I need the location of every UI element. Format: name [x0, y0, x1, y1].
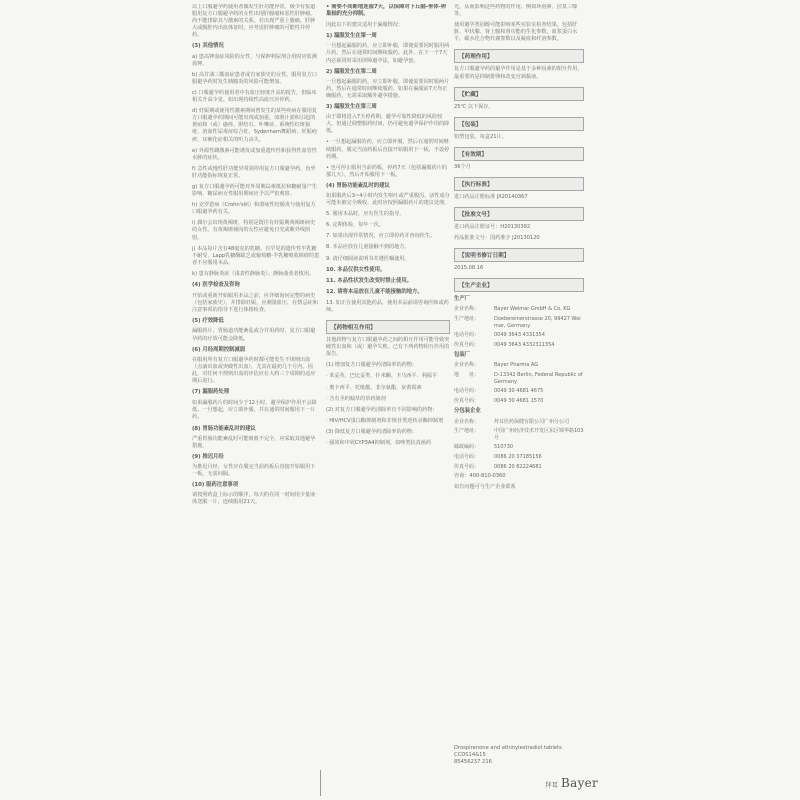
list-item: · HIV/HCV蛋白酶抑制剂和非核苷类逆转录酶抑制剂: [326, 417, 444, 424]
section-heading: (3) 其他情况: [192, 43, 224, 50]
packager-heading: 包装厂: [454, 352, 471, 359]
paragraph: a) 患高钾血症风险的女性，与保钾利尿剂合用时应监测血钾。: [192, 53, 317, 67]
storage-value: 25℃ 以下保存。: [454, 103, 494, 110]
list-item: 8. 本品应放在儿童接触不到的地方。: [326, 244, 410, 251]
paragraph: • 也可停止服用当前药板，停药7天（包括漏服药片的那几天），然后开始服用下一板。: [326, 164, 447, 178]
paragraph: 一旦想起漏服的药，应立即补服，即使需要同时服用两片药。然后在通常时间继续服药。此外，在下一个7天内必须同时采用屏障避孕法，如避孕套。: [326, 43, 450, 64]
distributor-row: 企业名称： 拜耳医药保健有限公司广州分公司: [454, 418, 570, 425]
packager-row: 电话号码： 0049 30 4681 4675: [454, 388, 544, 395]
paragraph: 请按照药盒上标示的顺序，每天约在同一时间用少量液体送服一片，连续服用21天。: [192, 492, 316, 506]
paragraph: d) 妊娠期或使用性激素期间曾发生的某些疾病在服用复方口服避孕药期间可能出现或加重，如胆汁淤积引起的黄疸和（或）瘙痒、胆结石、卟啉症、系统性红斑狼疮、溶血性尿毒症综合征、Sydenham舞蹈病、妊娠疱疹、耳硬化症相关的听力丧失。: [192, 108, 317, 143]
packager-row: 地 址： D-13342 Berlin, Federal Republic of Germany: [454, 372, 583, 385]
paragraph: e) 外源性雌激素可能诱发或加重遗传性和获得性血管性水肿的症状。: [192, 147, 317, 161]
brand-chinese: 拜耳: [545, 781, 558, 789]
paragraph: 由于即将进入7天停药期，避孕可靠性降低的风险较大。但通过调整服药时间，仍可避免避孕保护作用的降低。: [326, 114, 450, 135]
section-box-pharmacology: 【药理作用】: [454, 49, 584, 63]
section-box-approval: 【批准文号】: [454, 207, 584, 221]
list-item: (3) 降低复方口服避孕药清除率的药物：: [326, 428, 417, 435]
brand-english: Bayer: [561, 776, 599, 790]
section-box-storage: 【贮藏】: [454, 87, 584, 101]
section-heading: (6) 月经周期控制减弱: [192, 346, 246, 353]
paragraph: i) 偶尔会出现黄褐斑，特别是既往有妊娠期黄褐斑病史的女性。有黄褐斑倾向的女性应避免日光或紫外线照射。: [192, 220, 316, 241]
paragraph: • 需要不间断地连服7天，以保障对下丘脑-垂体-卵巢轴的充分抑制。: [326, 4, 447, 18]
paragraph: 因此以下的建议适用于漏服情况：: [326, 22, 404, 29]
section-heading: (9) 推迟月经: [192, 453, 224, 460]
producer-row: 企业名称： Bayer Weimar GmbH & Co. KG: [454, 306, 571, 313]
distributor-row: 生产地址： 中国广州经济技术开发区东区锦华路103号: [454, 428, 584, 441]
paragraph: f) 急性或慢性肝功能异常需停用复方口服避孕药，直至肝功能指标恢复正常。: [192, 165, 316, 179]
paragraph: 如果服药后3~4小时内发生呕吐或严重腹泻，活性成分可能未被完全吸收，此时应按照漏服药片的建议处理。: [326, 192, 450, 207]
paragraph: 以上口服避孕药使用者偶发生肝功能异常。极少有报道服用复方口服避孕药的女性出现肝腺瘤和恶性肝肿瘤，尚不能排除其与激素的关系。若出现严重上腹痛、肝肿大或腹腔内出血体征时，应考虑肝肿瘤的可能性并停药。: [192, 4, 316, 39]
paragraph: 一旦想起漏服的药，应立即补服，即使需要同时服两片药。然后在通常时间继续服药。如果在漏服前7天均正确服药，无需采取额外避孕措施。: [326, 78, 450, 99]
section-heading: 1) 漏服发生在第一周: [326, 33, 377, 40]
paragraph: 如果漏服药片的时间少于12小时，避孕保护作用不会降低。一旦想起，应立即补服，并在通常时间服用下一片药。: [192, 400, 317, 421]
paragraph: 其他药物与复方口服避孕药之间的相互作用可能导致突破性出血和（或）避孕失败。已有下列药物相互作用的报告。: [326, 337, 450, 358]
list-item: 11. 本品性状发生改变时禁止使用。: [326, 277, 412, 284]
section-box-validity: 【有效期】: [454, 147, 584, 161]
list-item: 10. 本品仅供女性使用。: [326, 266, 386, 273]
producer-row: 传真号码： 0049 3643 4332311354: [454, 341, 555, 348]
paragraph: c) 口服避孕药使用者中有血压轻度升高的报告，但临床相关升高少见。如出现持续性高血压应停药。: [192, 89, 317, 104]
ccds-code: CCDS14&15: [454, 752, 486, 759]
paragraph: k) 患有静脉炎症（浅表性静脉炎）、静脉曲张者慎用。: [192, 270, 315, 277]
packager-row: 企业名称： Bayer Pharma AG: [454, 362, 539, 369]
list-item: (1) 增加复方口服避孕药清除率的药物：: [326, 362, 417, 369]
paragraph: 光，从而影响这些药物的作用。例如环孢素、拉莫三嗪等。: [454, 4, 578, 18]
list-item: · 含有圣约翰草的草药制剂: [326, 395, 386, 402]
paragraph: 漏服药片、胃肠道功能紊乱或合并用药时，复方口服避孕药的疗效可能会降低。: [192, 328, 316, 342]
packager-row: 传真号码： 0049 30 4681 1570: [454, 397, 544, 404]
paragraph: 为推迟月经，女性应在服完当前药板后直接开始服用下一板，无需间隔。: [192, 463, 316, 477]
section-box-interactions: 【药物相互作用】: [326, 320, 450, 334]
column-left: [192, 4, 320, 786]
product-english-name: Drospirenone and ethinylestradiol tablets: [454, 745, 562, 751]
contact-note: 如有问题可与生产企业联系: [454, 484, 516, 491]
list-item: 6. 定期体检，每年一次。: [326, 222, 384, 229]
section-box-package: 【包装】: [454, 117, 584, 131]
approval-value: 进口药品注册证号：H20130392: [454, 224, 531, 231]
producer-row: 电话号码： 0049 3643 4331354: [454, 332, 545, 339]
section-heading: (7) 漏服药处理: [192, 389, 230, 396]
package-value: 铝塑包装。每盒21片。: [454, 133, 507, 140]
section-heading: (4) 胃肠功能紊乱时的建议: [326, 182, 390, 189]
paragraph: 严重胃肠功能紊乱时可能吸收不完全，应采取其他避孕措施。: [192, 435, 316, 449]
standard-value: 进口药品注册标准 JX20140367: [454, 193, 528, 200]
section-heading: (10) 服药注意事项: [192, 482, 239, 489]
column-divider: [320, 770, 321, 796]
paragraph: g) 复方口服避孕药可能对外周胰岛素抵抗和糖耐量产生影响，糖尿病女性服用期间应予以严密观察。: [192, 183, 317, 198]
section-heading: (4) 医学检查及咨询: [192, 282, 240, 288]
artwork-code: 85456237 216: [454, 759, 492, 766]
list-item: · 奥卡西平、托吡酯、非尔氨酯、灰黄霉素: [326, 384, 422, 391]
revision-date: 2015.08.16: [454, 265, 484, 272]
distributor-row: 邮政编码： 510730: [454, 444, 514, 451]
section-box-standard: 【执行标准】: [454, 177, 584, 191]
list-item: 13. 如正在使用其他药品，使用本品前请咨询医师或药师。: [326, 299, 449, 313]
section-heading: 2) 漏服发生在第二周: [326, 68, 377, 75]
validity-value: 36个月: [454, 163, 471, 170]
section-heading: 3) 漏服发生在第三周: [326, 104, 377, 111]
list-item: (2) 对复方口服避孕药清除率有不同影响的药物：: [326, 406, 438, 413]
paragraph: h) 克罗恩病（Crohn's病）和溃疡性结肠炎与使用复方口服避孕药有关。: [192, 202, 316, 216]
section-heading: (8) 胃肠功能紊乱时的建议: [192, 425, 256, 432]
producer-row: 生产地址： Doebereinerstrasse 20, 99427 Weimar, Germany: [454, 316, 581, 329]
paragraph: 复方口服避孕药的避孕作用是基于多种因素的相互作用，最重要的是抑制排卵和改变宫颈黏液。: [454, 66, 583, 80]
bayer-logo: [545, 776, 598, 790]
section-box-manufacturer: 【生产企业】: [454, 278, 584, 292]
section-heading: (5) 疗效降低: [192, 318, 224, 325]
hotline: 咨询：400-810-0360: [454, 473, 506, 480]
distributor-heading: 分包装企业: [454, 408, 481, 415]
list-item: · 强效和中效CYP3A4抑制剂，如唑类抗真菌药: [326, 440, 432, 447]
paragraph: • 一旦想起漏服的药，应立即补服，然后在通常时间继续服药。服完当前药板后直接开始服用下一板，不设停药期。: [326, 139, 450, 160]
column-right: [454, 4, 584, 786]
producer-heading: 生产厂: [454, 296, 471, 303]
list-item: 7. 如果出现异常情况，应立即停药并咨询医生。: [326, 233, 436, 240]
paragraph: j) 本品每片含有48毫克的乳糖。有罕见的遗传性半乳糖不耐受、Lapp乳糖酶缺乏或葡萄糖-半乳糖吸收障碍的患者不应服用本品。: [192, 245, 320, 266]
paragraph: b) 高甘油三酯血症患者或有家族史的女性，服用复方口服避孕药时发生胰腺炎的风险可能增加。: [192, 71, 317, 85]
footer-english: [454, 745, 594, 767]
approval-value: 药品批准文号：国药准字 J20130120: [454, 235, 540, 242]
distributor-row: 传真号码： 0086 20 82224681: [454, 463, 542, 470]
paragraph: 在服用所有复方口服避孕药时都可能发生不规则出血（点滴出血或突破性出血），尤其在最初几个月内。因此，对任何不规则出血的评估应在大约三个周期的适应期后进行。: [192, 356, 316, 385]
section-box-revision: 【说明书修订日期】: [454, 248, 584, 262]
paragraph: 使用避孕类固醇可能影响某些实验室检查结果，包括肝脏、甲状腺、肾上腺和肾功能的生化参数，血浆蛋白水平，碳水化合物代谢参数以及凝血和纤溶参数。: [454, 22, 578, 43]
paragraph: 开始或重新开始服用本品之前，应详细询问完整的病史（包括家族史），并排除妊娠。应测量血压，在禁忌症和注意事项的指导下进行体格检查。: [192, 293, 318, 314]
column-middle: [326, 4, 450, 786]
list-item: · 苯妥英、巴比妥类、扑米酮、卡马西平、利福平: [326, 373, 438, 380]
list-item: 5. 服用本品时，应有医生的指导。: [326, 211, 405, 218]
list-item: 9. 请仔细阅读说明书并遵医嘱使用。: [326, 255, 410, 262]
distributor-row: 电话号码： 0086 20 37185156: [454, 453, 542, 460]
list-item: 12. 请将本品放在儿童不能接触的地方。: [326, 288, 423, 295]
